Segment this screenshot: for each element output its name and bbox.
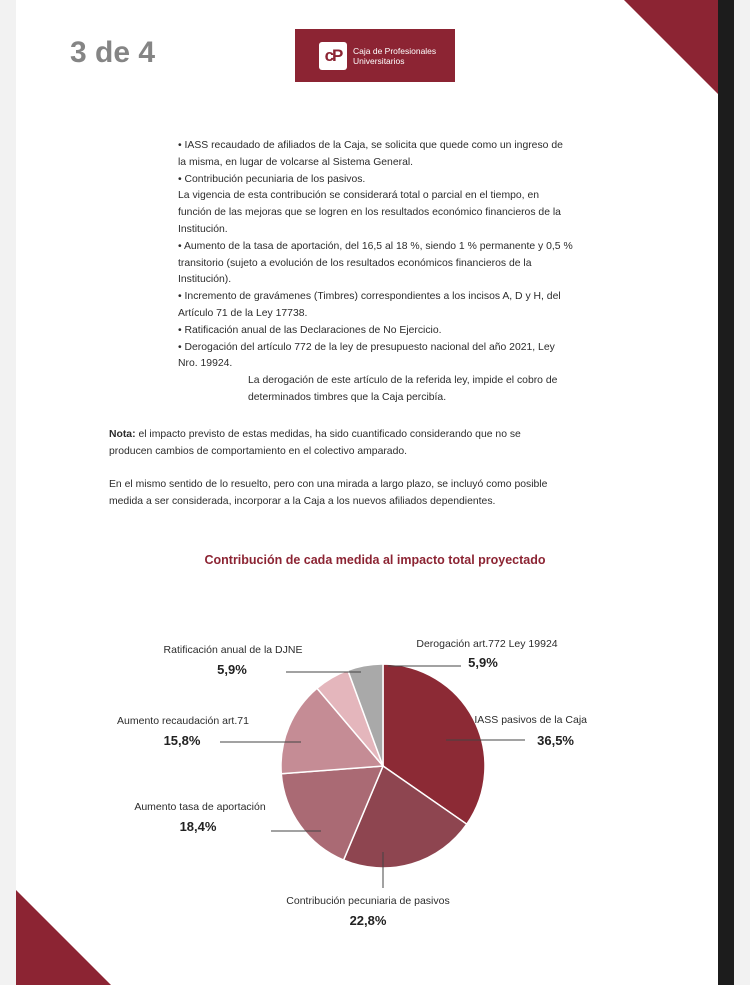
slice-label: Aumento tasa de aportación xyxy=(134,801,266,813)
slice-label: Contribución pecuniaria de pasivos xyxy=(286,895,450,907)
body-line: Institución. xyxy=(178,223,228,235)
logo-line-2: Universitarios xyxy=(353,55,405,66)
slice-value: 22,8% xyxy=(349,913,387,928)
slice-value: 15,8% xyxy=(163,733,201,748)
body-line: transitorio (sujeto a evolución de los resultados económicos financieros de la xyxy=(178,257,532,269)
slice-value: 5,9% xyxy=(217,662,247,677)
body-line: • Ratificación anual de las Declaraciones de No Ejercicio. xyxy=(178,324,442,336)
body-line: Institución). xyxy=(178,274,232,286)
document-page xyxy=(16,0,734,985)
body-line: • Derogación del artículo 772 de la ley de presupuesto nacional del año 2021, Ley xyxy=(178,341,555,353)
body-line: • Aumento de la tasa de aportación, del 16,5 al 18 %, siendo 1 % permanente y 0,5 % xyxy=(178,240,573,252)
pie-chart xyxy=(16,0,734,985)
logo-mark: cP xyxy=(319,42,347,70)
closing-line: En el mismo sentido de lo resuelto, pero con una mirada a largo plazo, se incluyó como posible xyxy=(109,479,548,490)
indented-line: determinados timbres que la Caja percibía. xyxy=(248,391,447,403)
slice-label: Aumento recaudación art.71 xyxy=(117,715,249,727)
slice-label: Ratificación anual de la DJNE xyxy=(163,644,303,656)
closing-line: medida a ser considerada, incorporar a la Caja a los nuevos afiliados dependientes. xyxy=(109,495,496,507)
body-line: Artículo 71 de la Ley 17738. xyxy=(178,307,308,319)
note-text-2: producen cambios de comportamiento en el colectivo amparado. xyxy=(109,445,408,457)
body-line: • IASS recaudado de afiliados de la Caja, se solicita que quede como un ingreso de xyxy=(178,140,563,151)
slice-value: 18,4% xyxy=(179,819,217,834)
chart-title: Contribución de cada medida al impacto total proyectado xyxy=(204,553,546,567)
indented-line: La derogación de este artículo de la referida ley, impide el cobro de xyxy=(248,375,558,387)
logo-line-1: Caja de Profesionales xyxy=(353,45,437,56)
slice-value: 36,5% xyxy=(537,733,574,748)
body-line: función de las mejoras que se logren en los resultados económico financieros de la xyxy=(178,207,561,219)
slice-label: Derogación art.772 Ley 19924 xyxy=(416,638,558,650)
note-text: el impacto previsto de estas medidas, ha sido cuantificado considerando que no se xyxy=(135,429,521,440)
body-line: Nro. 19924. xyxy=(178,358,233,370)
note-label: Nota: xyxy=(109,429,136,440)
page-number: 3 de 4 xyxy=(70,36,156,69)
body-line: • Contribución pecuniaria de los pasivos. xyxy=(178,173,366,185)
body-line: la misma, en lugar de volcarse al Sistema General. xyxy=(178,156,414,168)
slice-label: IASS pasivos de la Caja xyxy=(474,714,587,726)
body-line: • Incremento de gravámenes (Timbres) correspondientes a los incisos A, D y H, del xyxy=(178,291,561,303)
body-line: La vigencia de esta contribución se considerará total o parcial en el tiempo, en xyxy=(178,190,540,202)
slice-value: 5,9% xyxy=(468,655,498,670)
